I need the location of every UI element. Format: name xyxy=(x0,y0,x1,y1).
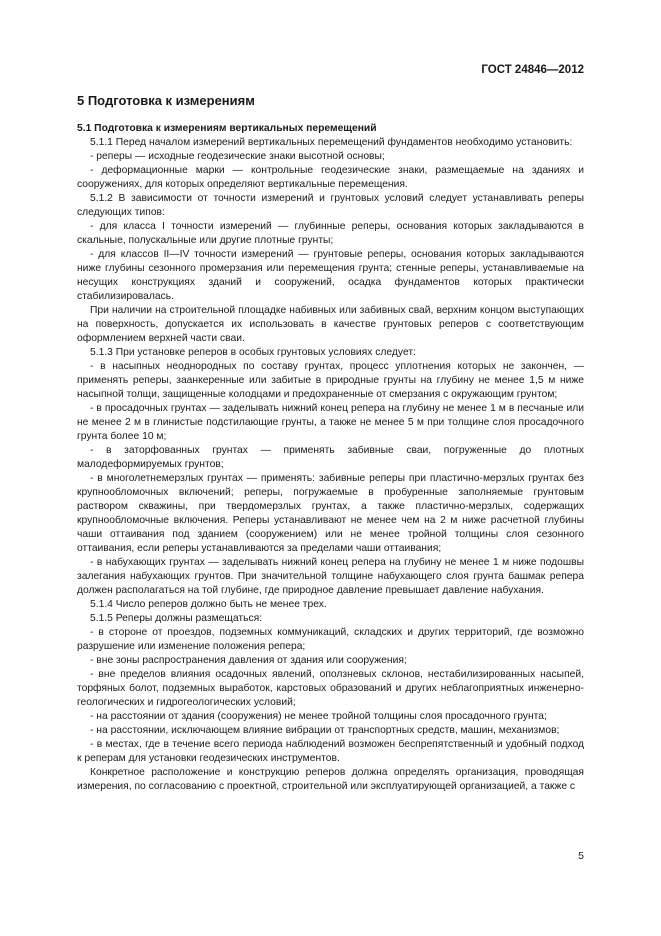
paragraph: - для классов II—IV точности измерений — грунтовые реперы, основания которых закладываются ниже глубины сезонного промерзания или перемещения грунта; стенные реперы, устанавливаемые на несущих конструкциях зданий и сооружений, осадка фундаментов которых практически стабилизировалась. xyxy=(77,249,584,302)
paragraph: - на расстоянии, исключающем влияние вибрации от транспортных средств, машин, механизмов; xyxy=(90,725,560,736)
paragraph: - в просадочных грунтах — заделывать нижний конец репера на глубину не менее 1 м в песчаные или не менее 2 м в глинистые подстилающие грунты, а также не менее 5 м при толщине слоя просадочного грунта более 10 м; xyxy=(77,403,584,442)
paragraph: - в местах, где в течение всего периода наблюдений возможен беспрепятственный и удобный подход к реперам для установки геодезических инструментов. xyxy=(77,739,584,764)
paragraph: 5.1.4 Число реперов должно быть не менее трех. xyxy=(90,599,327,610)
paragraph: 5.1.2 В зависимости от точности измерений и грунтовых условий следует устанавливать реперы следующих типов: xyxy=(77,193,584,218)
paragraph: - для класса I точности измерений — глубинные реперы, основания которых закладываются в скальные, полускальные или другие плотные грунты; xyxy=(77,221,584,246)
paragraph: - вне пределов влияния осадочных явлений, оползневых склонов, нестабилизированных насыпей, торфяных болот, подземных выработок, карстовых образований и других неблагоприятных инженерно-геологических и гидрогеологических условий; xyxy=(77,669,584,708)
page-number: 5 xyxy=(578,850,584,862)
subsection-title: 5.1 Подготовка к измерениям вертикальных перемещений xyxy=(77,123,377,134)
paragraph: - вне зоны распространения давления от здания или сооружения; xyxy=(90,655,407,666)
document-body xyxy=(77,122,584,794)
paragraph: - в заторфованных грунтах — применять забивные сваи, погруженные до плотных малодеформируемых грунтов; xyxy=(77,445,584,470)
document-number: ГОСТ 24846—2012 xyxy=(481,64,584,76)
paragraph: При наличии на строительной площадке набивных или забивных свай, верхним концом выступающих на поверхность, допускается их использовать в качестве грунтовых реперов с соответствующим оформлением верхней части сваи. xyxy=(77,305,584,344)
paragraph: 5.1.5 Реперы должны размещаться: xyxy=(90,613,263,624)
section-title: 5 Подготовка к измерениям xyxy=(77,93,255,108)
paragraph: - в насыпных неоднородных по составу грунтах, процесс уплотнения которых не закончен, — применять реперы, заанкеренные или забитые в природные грунты на глубину не менее 1,5 м ниже насыпной толщи, защищенные колодцами и предохраненные от смерзания с окружающим грунтом; xyxy=(77,361,584,400)
paragraph: - в многолетнемерзлых грунтах — применять: забивные реперы при пластично-мерзлых грунтах без крупнообломочных включений; реперы, погружаемые в пробуренные заполняемые грунтовым раствором скважины, при твердомерзлых грунтах, а также пластично-мерзлых, содержащих крупнообломочные включения. Реперы устанавливают не менее чем на 2 м ниже расчетной глубины чаши оттаивания под зданием (сооружением) или не менее тройной толщины слоя сезонного оттаивания, если реперы устанавливаются за пределами чаши оттаивания; xyxy=(77,473,584,554)
paragraph: - в набухающих грунтах — заделывать нижний конец репера на глубину не менее 1 м ниже подошвы залегания набухающих грунтов. При значительной толщине набухающего слоя грунта башмак репера должен располагаться на той глубине, где природное давление превышает давление набухания. xyxy=(77,557,584,596)
paragraph: - в стороне от проездов, подземных коммуникаций, складских и других территорий, где возможно разрушение или изменение положения репера; xyxy=(77,627,584,652)
paragraph: Конкретное расположение и конструкцию реперов должна определять организация, проводящая измерения, по согласованию с проектной, строительной или эксплуатирующей организацией, а также с xyxy=(77,767,584,792)
paragraph: 5.1.3 При установке реперов в особых грунтовых условиях следует: xyxy=(90,347,416,358)
paragraph: - деформационные марки — контрольные геодезические знаки, размещаемые на зданиях и сооружениях, для которых определяют вертикальные перемещения. xyxy=(77,165,584,190)
paragraph: 5.1.1 Перед началом измерений вертикальных перемещений фундаментов необходимо установить: xyxy=(90,137,573,148)
paragraph: - на расстоянии от здания (сооружения) не менее тройной толщины слоя просадочного грунта; xyxy=(90,711,547,722)
paragraph: - реперы — исходные геодезические знаки высотной основы; xyxy=(90,151,385,162)
